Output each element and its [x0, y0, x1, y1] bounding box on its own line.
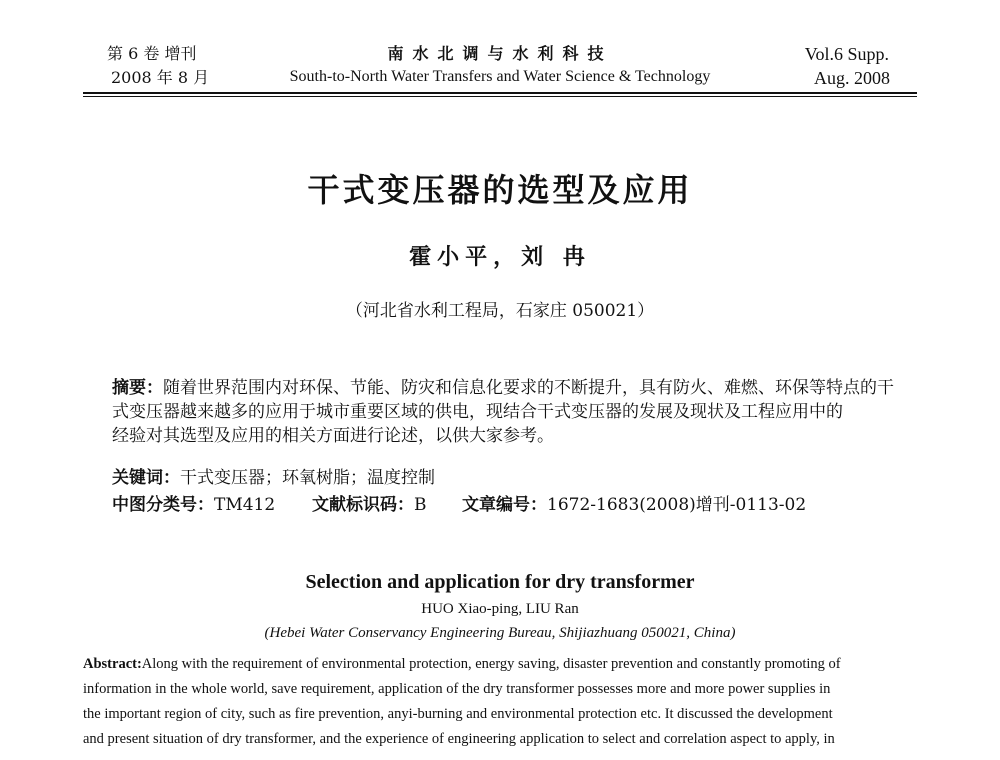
abstract-en [83, 652, 921, 752]
volume-supp-en: Vol.6 Supp. [804, 44, 889, 64]
affiliation-cn: （河北省水利工程局，石家庄 050021） [345, 301, 655, 321]
article-number-label: 文章编号： [462, 495, 547, 515]
issue-date-cn: 2008 年 8 月 [111, 68, 210, 87]
volume-issue: 第 6 卷 增刊 [107, 44, 197, 63]
header-rule-thick [83, 92, 917, 94]
abstract-cn-label: 摘要： [112, 378, 163, 398]
abstract-en-line-3: the important region of city, such as fire prevention, anyi-burning and environmental protection etc. It discussed the development [83, 706, 833, 722]
abstract-en-line-4: and present situation of dry transformer, and the experience of engineering application to select and correlation aspect to apply, in [83, 731, 835, 747]
paper-title-cn: 干式变压器的选型及应用 [307, 171, 693, 209]
authors-cn: 霍小平，刘 冉 [409, 244, 591, 270]
abstract-cn-line-1 [112, 376, 892, 400]
abstract-cn [112, 376, 892, 448]
abstract-en-line-2: information in the whole world, save requirement, application of the dry transformer possesses more and more power supplies in [83, 681, 831, 697]
authors-en: HUO Xiao-ping, LIU Ran [421, 601, 579, 617]
article-number [462, 494, 806, 516]
keywords-cn-value: 干式变压器；环氧树脂；温度控制 [180, 468, 435, 488]
abstract-en-line-1 [83, 652, 921, 677]
header-rule-thin [83, 96, 917, 97]
abstract-cn-line-2: 式变压器越来越多的应用于城市重要区域的供电，现结合干式变压器的发展及现状及工程应用中的 [112, 402, 843, 422]
abstract-en-text-1: Along with the requirement of environmental protection, energy saving, disaster prevention and constantly promoting of [141, 656, 841, 672]
clc-number [112, 494, 275, 516]
issue-date-en: Aug. 2008 [814, 68, 890, 88]
keywords-cn [112, 467, 435, 489]
abstract-cn-line-3: 经验对其选型及应用的相关方面进行论述，以供大家参考。 [112, 426, 554, 446]
clc-label: 中图分类号： [112, 495, 214, 515]
journal-name-en: South-to-North Water Transfers and Water Science & Technology [289, 68, 711, 85]
article-number-value: 1672-1683(2008)增刊-0113-02 [547, 495, 807, 515]
journal-name-cn: 南水北调与水利科技 [387, 44, 613, 63]
doc-code-label: 文献标识码： [312, 495, 414, 515]
document-code [312, 494, 427, 516]
abstract-cn-text-1: 随着世界范围内对环保、节能、防灾和信息化要求的不断提升，具有防火、难燃、环保等特点的干 [163, 378, 894, 398]
clc-value: TM412 [214, 495, 276, 515]
affiliation-en: (Hebei Water Conservancy Engineering Bureau, Shijiazhuang 050021, China) [264, 625, 736, 641]
abstract-en-label: Abstract: [83, 656, 142, 672]
paper-title-en: Selection and application for dry transformer [305, 571, 695, 593]
doc-code-value: B [414, 495, 427, 515]
keywords-cn-label: 关键词： [112, 468, 180, 488]
